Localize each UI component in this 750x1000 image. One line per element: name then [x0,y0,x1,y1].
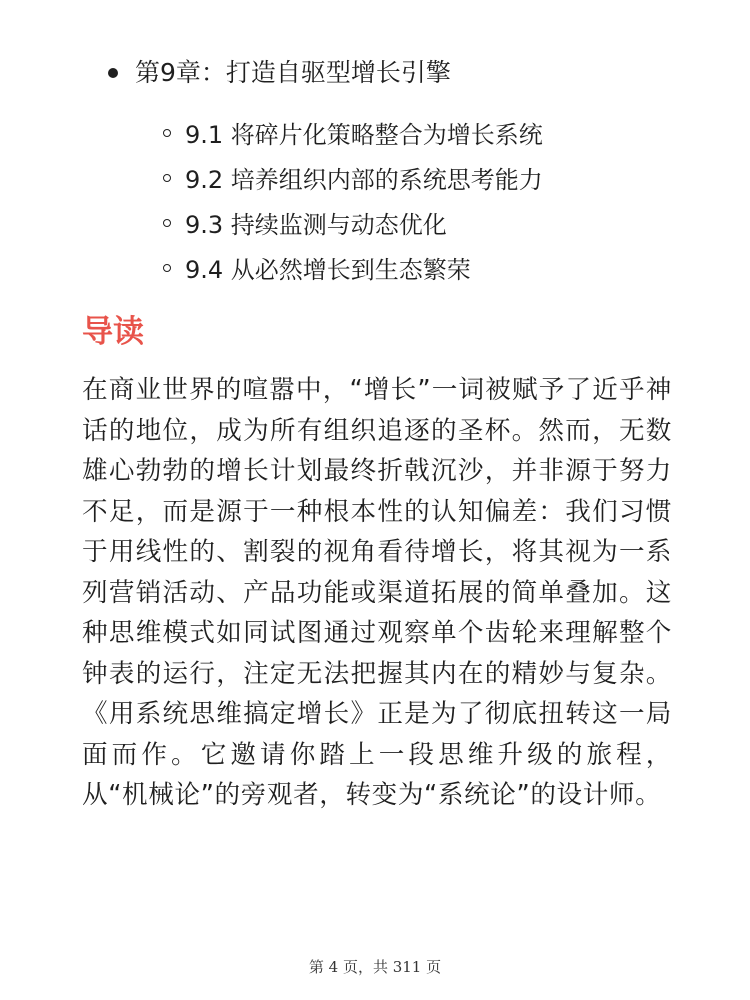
intro-paragraph: 在商业世界的喧嚣中，“增长”一词被赋予了近乎神话的地位，成为所有组织追逐的圣杯。然而，无数雄心勃勃的增长计划最终折戟沉沙，并非源于努力不足，而是源于一种根本性的认知偏差：我们习惯于用线性的、割裂的视角看待增长，将其视为一系列营销活动、产品功能或渠道拓展的简单叠加。这种思维模式如同试图通过观察单个齿轮来理解整个钟表的运行，注定无法把握其内在的精妙与复杂。《用系统思维搞定增长》正是为了彻底扭转这一局面而作。它邀请你踏上一段思维升级的旅程，从“机械论”的旁观者，转变为“系统论”的设计师。 [82,375,672,810]
chapter-label: 第9章：打造自驱型增长引擎 [135,58,451,87]
bullet-disc-icon [108,68,118,78]
page-indicator: 第 4 页，共 311 页 [308,958,442,976]
section-item [163,155,543,200]
bullet-circle-icon [163,174,171,182]
section-item [163,200,543,245]
intro-heading: 导读 [82,314,144,350]
bullet-circle-icon [163,219,171,227]
section-item [163,110,543,155]
section-label: 9.1 将碎片化策略整合为增长系统 [185,121,543,149]
chapter-item [108,56,451,90]
bullet-circle-icon [163,264,171,272]
bullet-circle-icon [163,129,171,137]
section-label: 9.4 从必然增长到生态繁荣 [185,256,471,284]
section-label: 9.3 持续监测与动态优化 [185,211,447,239]
section-label: 9.2 培养组织内部的系统思考能力 [185,166,543,194]
section-list [163,110,543,290]
section-item [163,245,543,290]
